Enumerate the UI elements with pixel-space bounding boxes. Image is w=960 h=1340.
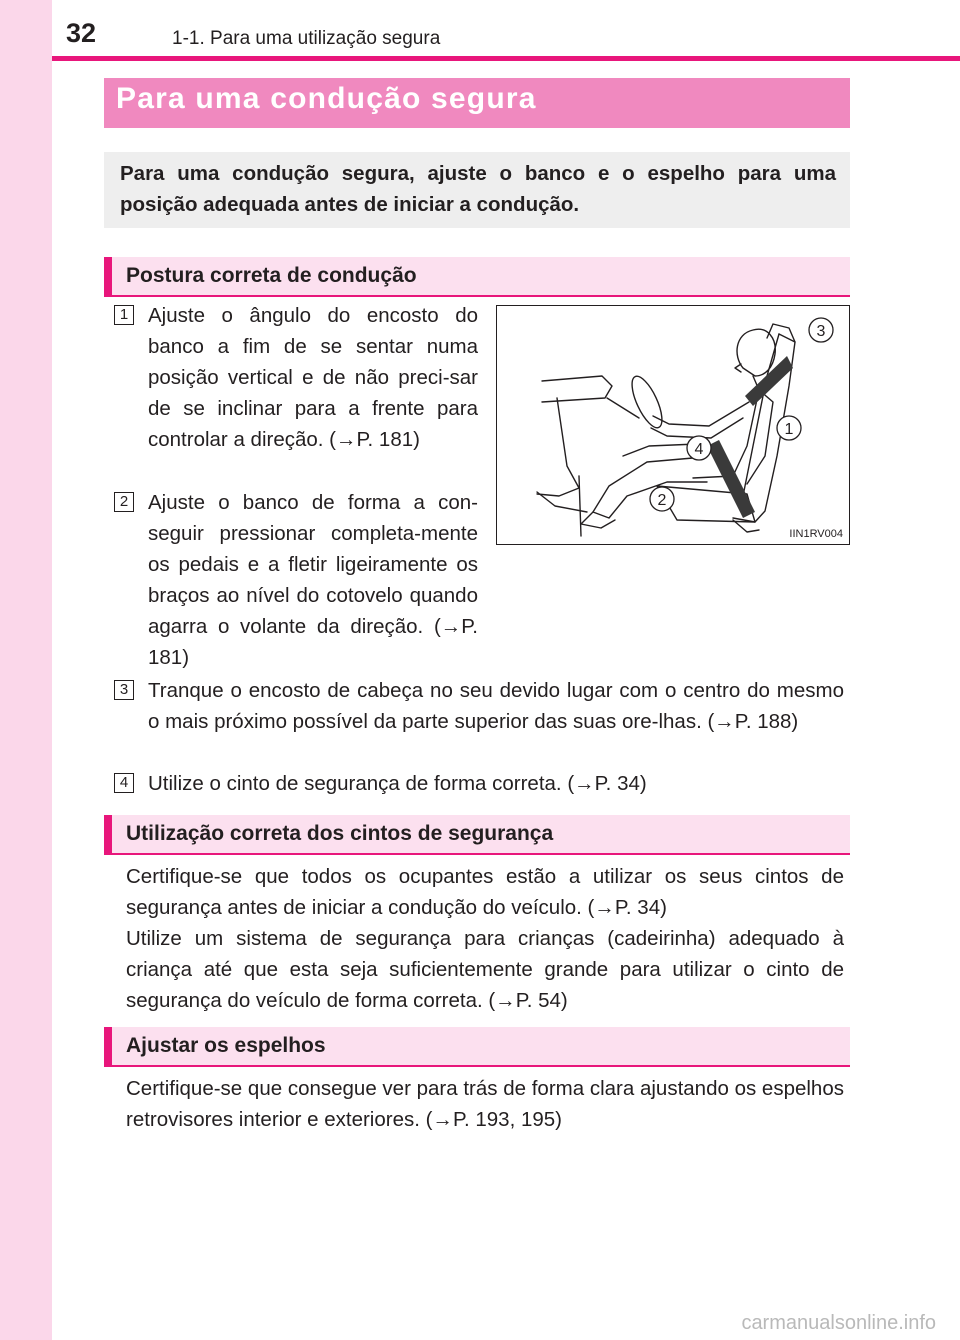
item-number-3: 3 [114,680,134,700]
callout-label-1: 1 [784,421,794,438]
figure-code: IIN1RV004 [789,528,843,540]
seatbelts-paragraph-1: Certifique-se que todos os ocupantes estão a utilizar os seus cintos de segurança antes de iniciar a condução do veículo. (→P. 34) [126,865,844,919]
subhead-seatbelts-label: Utilização correta dos cintos de segurança [126,822,554,845]
item-number-2: 2 [114,492,134,512]
item-text-2: Ajuste o banco de forma a con-seguir pressionar completa-mente os pedais e a fletir ligeiramente os braços ao nível do cotovelo quando agarra o volante da direção. (→P. 181) [148,491,478,669]
seatbelts-paragraph-2: Utilize um sistema de segurança para crianças (cadeirinha) adequado à criança até que esta seja suficientemente grande para utilizar o cinto de segurança do veículo de forma correta. (→P. 54) [126,927,844,1012]
subhead-posture-label: Postura correta de condução [126,264,417,287]
item-number-4: 4 [114,773,134,793]
subhead-posture [104,257,850,297]
driver-seat-drawing [497,306,850,545]
subhead-seatbelts [104,815,850,855]
item-text-4: Utilize o cinto de segurança de forma correta. (→P. 34) [148,772,647,795]
item-number-1: 1 [114,305,134,325]
item-text-3: Tranque o encosto de cabeça no seu devido lugar com o centro do mesmo o mais próximo possível da parte superior das suas ore-lhas. (→P. 188) [148,679,844,733]
page-title: Para uma condução segura [116,82,537,115]
callout-label-4: 4 [694,441,704,458]
section-path: 1-1. Para uma utilização segura [172,28,441,49]
intro-text: Para uma condução segura, ajuste o banco e o espelho para uma posição adequada antes de iniciar a condução. [120,162,836,216]
mirrors-paragraph: Certifique-se que consegue ver para trás de forma clara ajustando os espelhos retrovisores interior e exteriores. (→P. 193, 195) [126,1077,844,1131]
callout-label-2: 2 [657,492,667,509]
callout-label-3: 3 [816,323,826,340]
header-rule [52,56,960,61]
shoulder-belt-lower [707,440,755,518]
page-number: 32 [66,18,97,48]
watermark: carmanualsonline.info [741,1312,936,1334]
subhead-mirrors [104,1027,850,1067]
left-margin-strip [0,0,52,1340]
driving-posture-illustration [496,305,850,545]
item-text-1: Ajuste o ângulo do encosto do banco a fim de se sentar numa posição vertical e de não preci-sar de se inclinar para a frente para controlar a direção. (→P. 181) [148,304,478,451]
subhead-mirrors-label: Ajustar os espelhos [126,1034,326,1057]
